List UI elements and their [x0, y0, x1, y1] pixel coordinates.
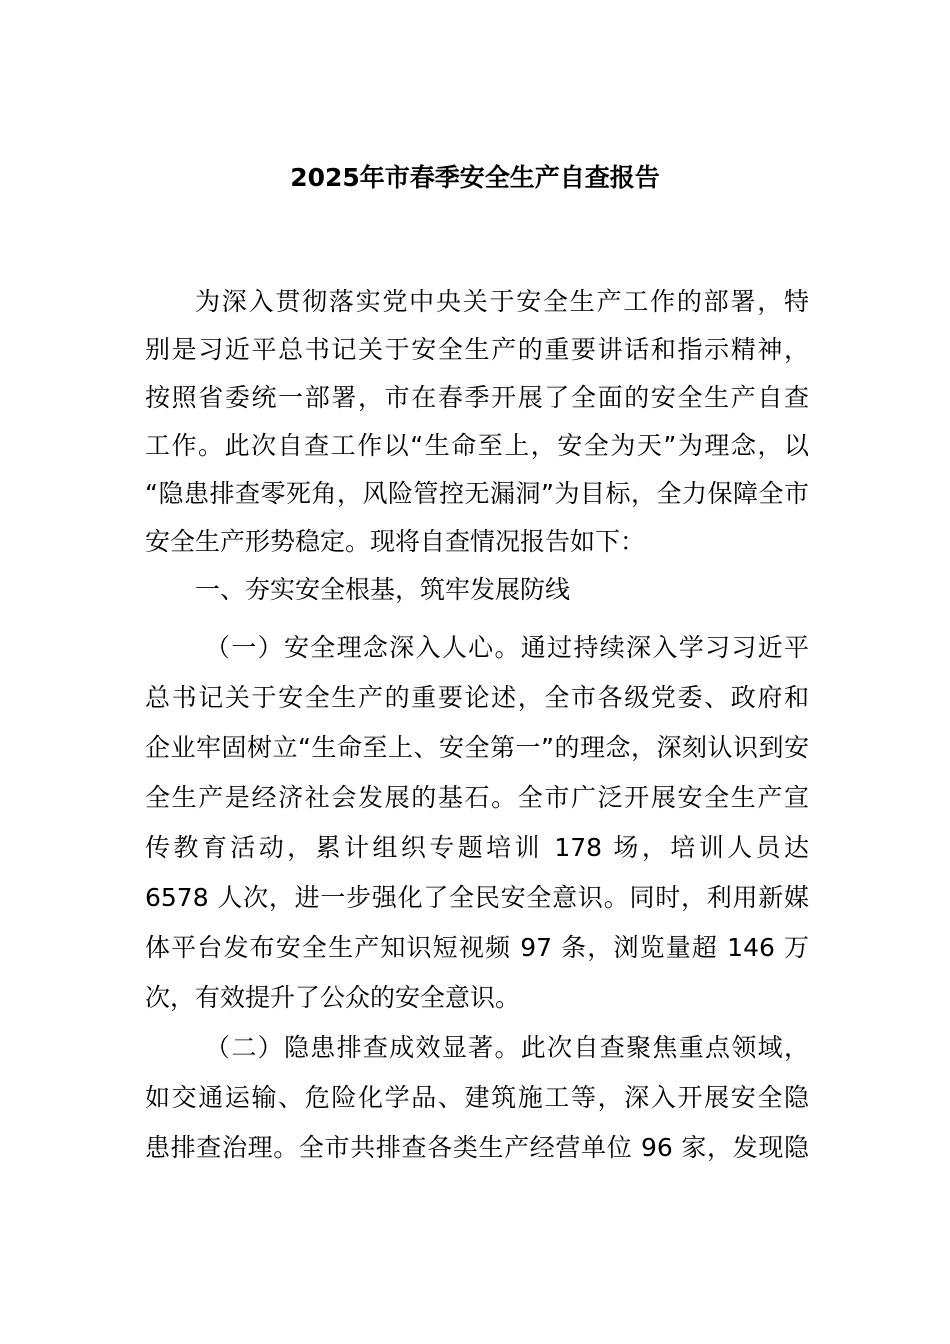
paragraph-line: （二）隐患排查成效显著。此次自查聚焦重点领域， [205, 1033, 809, 1062]
paragraph-line: 传教育活动，累计组织专题培训 178 场，培训人员达 [145, 833, 809, 862]
paragraph-line: （一）安全理念深入人心。通过持续深入学习习近平 [205, 633, 809, 662]
paragraph-line: “隐患排查零死角，风险管控无漏洞”为目标，全力保障全市 [145, 479, 809, 508]
paragraph-line: 总书记关于安全生产的重要论述，全市各级党委、政府和 [145, 683, 809, 712]
paragraph-line: 别是习近平总书记关于安全生产的重要讲话和指示精神， [145, 335, 809, 364]
paragraph-line: 按照省委统一部署，市在春季开展了全面的安全生产自查 [145, 383, 809, 412]
paragraph-line: 6578 人次，进一步强化了全民安全意识。同时，利用新媒 [145, 883, 809, 912]
paragraph-line: 安全生产形势稳定。现将自查情况报告如下： [145, 527, 646, 556]
paragraph-line: 患排查治理。全市共排查各类生产经营单位 96 家，发现隐 [145, 1133, 809, 1162]
paragraph-line: 如交通运输、危险化学品、建筑施工等，深入开展安全隐 [145, 1083, 809, 1112]
paragraph-line: 次，有效提升了公众的安全意识。 [145, 983, 521, 1012]
paragraph-line: 工作。此次自查工作以“生命至上，安全为天”为理念，以 [145, 431, 809, 460]
document-title: 2025年市春季安全生产自查报告 [290, 163, 660, 192]
section-heading: 一、夯实安全根基，筑牢发展防线 [195, 575, 571, 604]
paragraph-line: 体平台发布安全生产知识短视频 97 条，浏览量超 146 万 [145, 933, 809, 962]
paragraph-line: 全生产是经济社会发展的基石。全市广泛开展安全生产宣 [145, 783, 809, 812]
paragraph-line: 企业牢固树立“生命至上、安全第一”的理念，深刻认识到安 [145, 733, 809, 762]
paragraph-line: 为深入贯彻落实党中央关于安全生产工作的部署，特 [195, 287, 809, 316]
